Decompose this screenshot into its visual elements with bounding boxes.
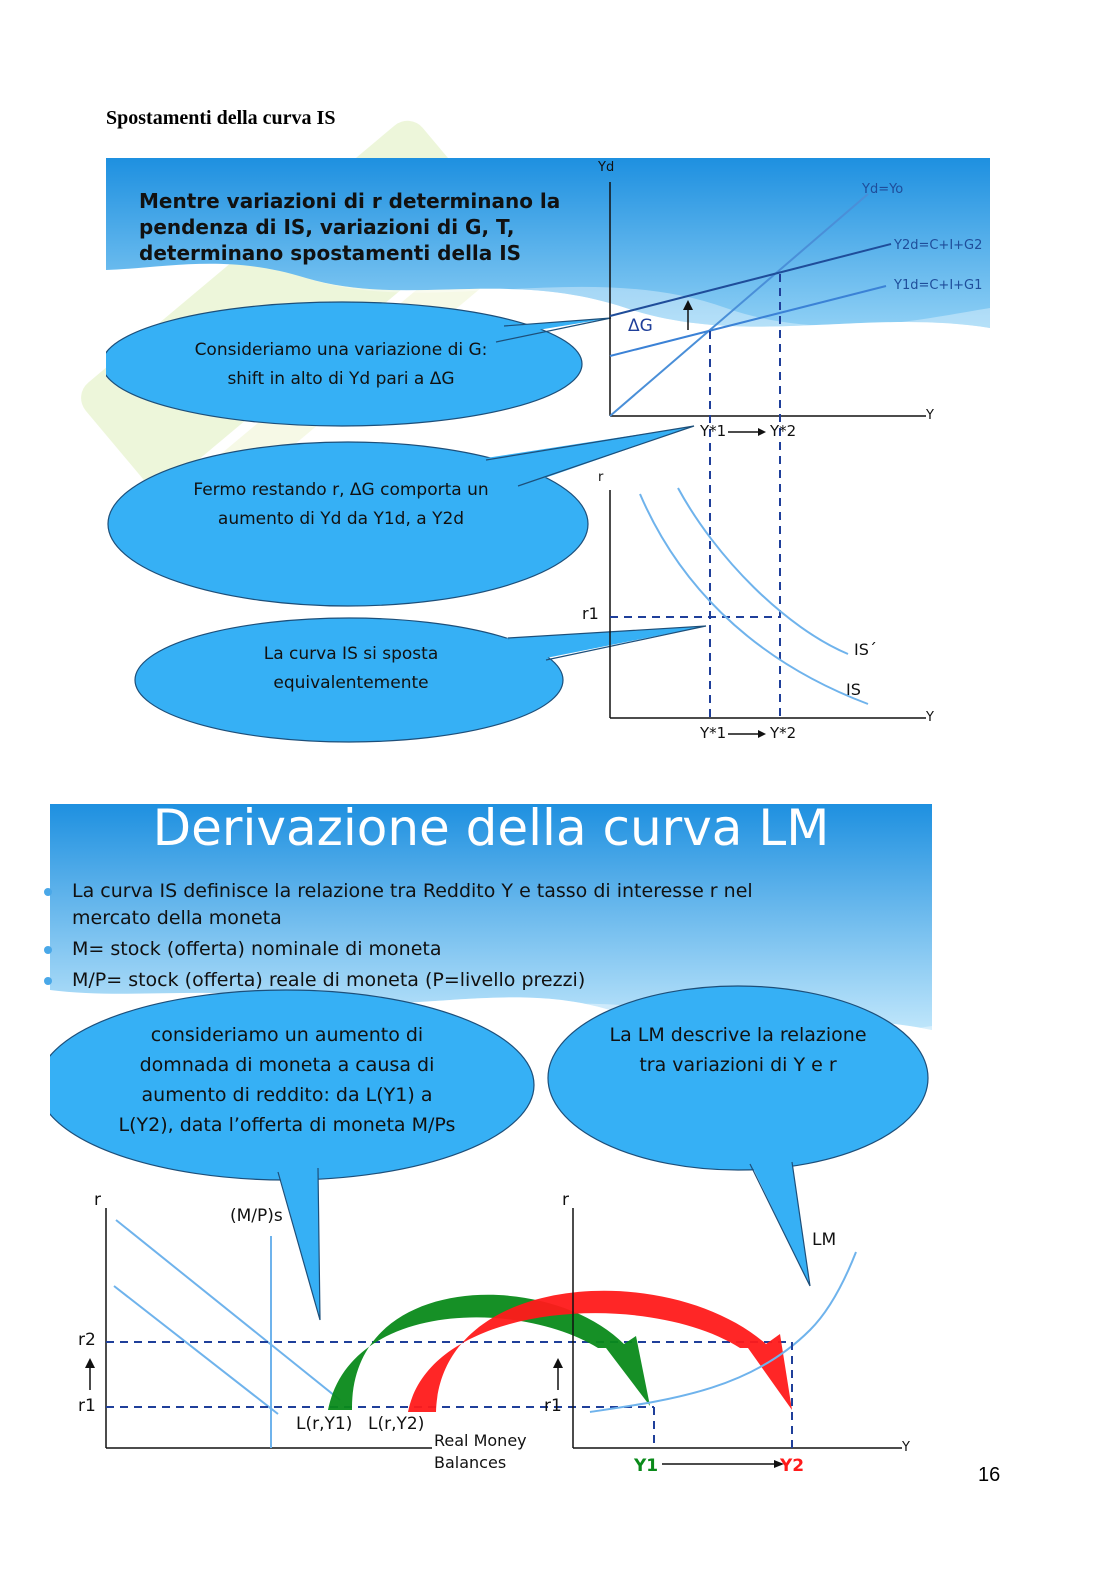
left-label-r1: r1 xyxy=(78,1396,96,1416)
bubble-left-text: consideriamo un aumento di domnada di moneta a causa di aumento di reddito: da L(Y1) a L(Y2), data l’offerta di moneta M/Ps xyxy=(118,1024,456,1136)
top-label-y2: Y*2 xyxy=(770,422,797,440)
demand-curve-y1 xyxy=(114,1286,278,1414)
label-is: IS xyxy=(846,680,861,699)
left-x-axis-label: Real Money Balances xyxy=(434,1431,527,1472)
label-delta-g: ΔG xyxy=(628,316,653,336)
left-label-r2: r2 xyxy=(78,1330,96,1350)
page-heading: Spostamenti della curva IS xyxy=(106,107,336,129)
top-label-y1: Y*1 xyxy=(700,422,727,440)
demand-label-y1: L(r,Y1) xyxy=(296,1414,353,1434)
is-shifted-curve xyxy=(678,488,848,654)
bubble-fermo-text: Fermo restando r, ΔG comporta un aumento di Yd da Y1d, a Y2d xyxy=(193,480,489,529)
right-label-r1: r1 xyxy=(544,1396,562,1416)
slide2-title: Derivazione della curva LM xyxy=(152,799,830,857)
label-y2: Y2 xyxy=(780,1456,805,1476)
right-r-shift-arrowhead xyxy=(553,1358,563,1368)
bubble-variazione-text: Consideriamo una variazione di G: shift in alto di Yd pari a ΔG xyxy=(194,340,488,389)
top-y-axis-label: Yd xyxy=(598,160,615,175)
right-x-axis-label: Y xyxy=(902,1440,910,1455)
bullet-dot-icon xyxy=(44,946,52,954)
label-y2d: Y2d=C+I+G2 xyxy=(894,238,983,253)
label-45-line: Yd=Yo xyxy=(862,182,904,197)
bottom-label-y1: Y*1 xyxy=(700,724,727,742)
demand-label-y2: L(r,Y2) xyxy=(368,1414,425,1434)
bottom-y-axis-label: r xyxy=(598,470,604,485)
is-curve xyxy=(640,494,868,704)
bullet-item: M/P= stock (offerta) reale di moneta (P=livello prezzi) xyxy=(50,967,810,994)
bubble-right-text: La LM descrive la relazione tra variazioni di Y e r xyxy=(609,1024,867,1076)
bullet-dot-icon xyxy=(44,977,52,985)
bullet-item: La curva IS definisce la relazione tra Reddito Y e tasso di interesse r nel mercato della moneta xyxy=(50,878,810,932)
slide1-title: Mentre variazioni di r determinano la pendenza di IS, variazioni di G, T, determinano spostamenti della IS xyxy=(139,189,561,265)
lm-curve-label: LM xyxy=(812,1230,837,1250)
bottom-label-r1: r1 xyxy=(582,604,599,623)
top-x-axis-label: Y xyxy=(926,408,934,423)
bubble-curva-text: La curva IS si sposta equivalentemente xyxy=(263,644,439,693)
money-supply-label: (M/P)s xyxy=(230,1206,283,1226)
left-y-axis-label: r xyxy=(94,1190,101,1210)
top-y-shift-arrowhead xyxy=(758,428,766,436)
slide2-bullet-list xyxy=(50,878,810,998)
slide-lm-derivation xyxy=(50,800,932,1500)
slide-is-shift xyxy=(106,158,990,768)
bottom-label-y2: Y*2 xyxy=(770,724,797,742)
bottom-y-shift-arrowhead xyxy=(758,730,766,738)
label-y1: Y1 xyxy=(634,1456,659,1476)
left-r-shift-arrowhead xyxy=(85,1358,95,1368)
label-y1d: Y1d=C+I+G1 xyxy=(894,278,983,293)
delta-g-arrowhead xyxy=(683,300,693,310)
label-is-shifted: IS´ xyxy=(854,640,877,659)
bullet-item: M= stock (offerta) nominale di moneta xyxy=(50,936,810,963)
line-45-degree xyxy=(610,194,868,416)
bullet-dot-icon xyxy=(44,888,52,896)
right-y-axis-label: r xyxy=(562,1190,569,1210)
page-number: 16 xyxy=(978,1464,1001,1486)
bottom-x-axis-label: Y xyxy=(926,710,934,725)
line-y2d xyxy=(610,244,891,316)
